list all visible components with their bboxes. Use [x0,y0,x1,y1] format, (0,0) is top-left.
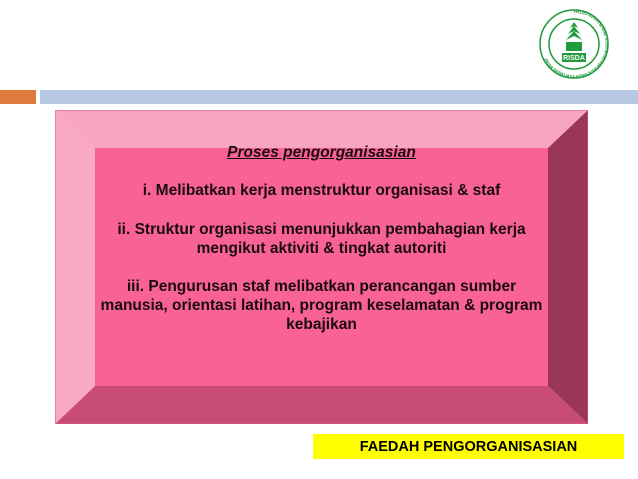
section-title: Proses pengorganisasian [227,144,416,161]
point-2: ii. Struktur organisasi menunjukkan pembahagian kerja mengikut aktiviti & tingkat autoriti [117,221,526,257]
risda-logo [526,4,618,88]
accent-bar-orange [0,90,36,104]
point-3: iii. Pengurusan staf melibatkan perancangan sumber manusia, orientasi latihan, program keselamatan & program kebajikan [100,278,543,333]
accent-bar-blue [40,90,638,104]
logo-text: RISDA [563,55,585,62]
svg-text:PIHAK BERKUASA KEMAJUAN PEKEBU: PIHAK BERKUASA KEMAJUAN PEKEBUN KECIL PERUSAHAAN GETAH [543,8,610,80]
content-text [95,144,548,386]
footer-label: FAEDAH PENGORGANISASIAN [313,434,624,459]
point-1: i. Melibatkan kerja menstruktur organisasi & staf [142,182,501,199]
